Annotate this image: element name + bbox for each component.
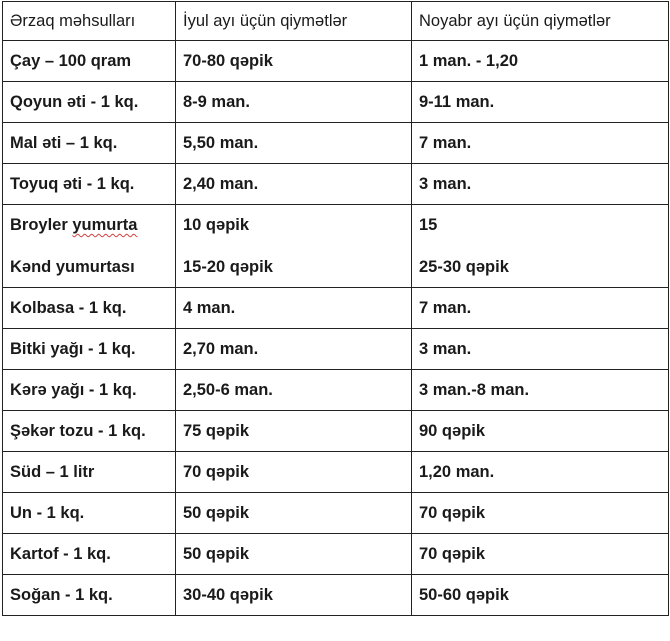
july-price-cell-text: 5,50 man. bbox=[183, 134, 259, 152]
product-cell bbox=[3, 575, 176, 616]
table-row bbox=[3, 452, 669, 493]
product-cell-text: Toyuq əti - 1 kq. bbox=[10, 175, 135, 193]
header-cell-product: Ərzaq məhsulları bbox=[3, 2, 176, 41]
july-price-cell-text: 2,40 man. bbox=[183, 175, 259, 193]
product-cell bbox=[3, 164, 176, 205]
november-price-cell-text: 3 man. bbox=[419, 340, 472, 358]
july-price-cell bbox=[176, 41, 412, 82]
product-cell bbox=[3, 82, 176, 123]
july-price-cell bbox=[176, 164, 412, 205]
november-price-cell bbox=[412, 205, 669, 288]
november-price-cell-text: 70 qəpik bbox=[419, 545, 486, 563]
product-cell-text: Kərə yağı - 1 kq. bbox=[10, 381, 137, 399]
november-price-cell bbox=[412, 123, 669, 164]
november-price-cell-text: 3 man. bbox=[419, 175, 472, 193]
product-cell-text: Şəkər tozu - 1 kq. bbox=[10, 422, 146, 440]
product-cell-text: Süd – 1 litr bbox=[10, 463, 95, 481]
july-price-cell bbox=[176, 329, 412, 370]
product-cell-text: Kolbasa - 1 kq. bbox=[10, 299, 127, 317]
november-price-cell bbox=[412, 164, 669, 205]
table-row bbox=[3, 123, 669, 164]
july-price-cell-text: 10 qəpik bbox=[183, 216, 250, 234]
july-price-cell-text: 75 qəpik bbox=[183, 422, 250, 440]
spellcheck-underline: yumurta bbox=[72, 216, 138, 234]
july-price-cell-text: 50 qəpik bbox=[183, 545, 250, 563]
november-price-cell bbox=[412, 452, 669, 493]
product-cell bbox=[3, 329, 176, 370]
product-cell bbox=[3, 452, 176, 493]
product-cell bbox=[3, 123, 176, 164]
table-row bbox=[3, 575, 669, 616]
november-price-cell-text: 3 man.-8 man. bbox=[419, 381, 530, 399]
november-price-cell-text: 1 man. - 1,20 bbox=[419, 52, 519, 70]
november-price-cell-text: 70 qəpik bbox=[419, 504, 486, 522]
july-price-cell bbox=[176, 411, 412, 452]
price-table bbox=[2, 1, 669, 616]
july-price-cell bbox=[176, 370, 412, 411]
july-price-cell-text: 70-80 qəpik bbox=[183, 52, 273, 70]
product-cell bbox=[3, 411, 176, 452]
july-price-cell bbox=[176, 288, 412, 329]
table-row bbox=[3, 164, 669, 205]
november-price-cell bbox=[412, 329, 669, 370]
july-price-cell bbox=[176, 82, 412, 123]
november-price-cell bbox=[412, 82, 669, 123]
header-cell-july: İyul ayı üçün qiymətlər bbox=[176, 2, 412, 41]
table-row bbox=[3, 288, 669, 329]
product-cell bbox=[3, 205, 176, 288]
product-cell-text: Soğan - 1 kq. bbox=[10, 586, 113, 604]
product-cell-text: Un - 1 kq. bbox=[10, 504, 85, 522]
product-cell bbox=[3, 370, 176, 411]
july-price-cell bbox=[176, 123, 412, 164]
july-price-cell bbox=[176, 534, 412, 575]
table-row bbox=[3, 329, 669, 370]
november-price-cell bbox=[412, 534, 669, 575]
july-price-cell-text: 50 qəpik bbox=[183, 504, 250, 522]
july-price-cell bbox=[176, 493, 412, 534]
november-price-cell bbox=[412, 575, 669, 616]
product-cell-text: Kartof - 1 kq. bbox=[10, 545, 111, 563]
table-row bbox=[3, 534, 669, 575]
table-row bbox=[3, 205, 669, 288]
november-price-cell bbox=[412, 493, 669, 534]
november-price-cell-text: 15 bbox=[419, 216, 438, 234]
july-price-cell-text: 2,70 man. bbox=[183, 340, 259, 358]
price-table-body bbox=[3, 2, 669, 616]
july-price-cell bbox=[176, 452, 412, 493]
july-price-cell bbox=[176, 205, 412, 288]
table-header-row bbox=[3, 2, 669, 41]
product-cell-text: Qoyun əti - 1 kq. bbox=[10, 93, 139, 111]
november-price-cell bbox=[412, 370, 669, 411]
product-cell-text: Mal əti – 1 kq. bbox=[10, 134, 118, 152]
july-price-cell-text: 2,50-6 man. bbox=[183, 381, 273, 399]
july-price-cell-text: 70 qəpik bbox=[183, 463, 250, 481]
november-price-cell-text: 50-60 qəpik bbox=[419, 586, 509, 604]
november-price-cell bbox=[412, 41, 669, 82]
table-row bbox=[3, 41, 669, 82]
product-cell-text: Kənd yumurtası bbox=[10, 258, 135, 276]
product-cell-text: Bitki yağı - 1 kq. bbox=[10, 340, 136, 358]
table-row bbox=[3, 82, 669, 123]
product-cell bbox=[3, 534, 176, 575]
table-row bbox=[3, 493, 669, 534]
november-price-cell bbox=[412, 411, 669, 452]
july-price-cell-text: 15-20 qəpik bbox=[183, 258, 273, 276]
product-cell bbox=[3, 288, 176, 329]
product-cell-text: Çay – 100 qram bbox=[10, 52, 132, 70]
november-price-cell-text: 7 man. bbox=[419, 299, 472, 317]
november-price-cell-text: 90 qəpik bbox=[419, 422, 486, 440]
product-cell-text: Broyler yumurta bbox=[10, 216, 138, 234]
november-price-cell-text: 7 man. bbox=[419, 134, 472, 152]
product-cell bbox=[3, 493, 176, 534]
july-price-cell-text: 8-9 man. bbox=[183, 93, 250, 111]
table-row bbox=[3, 370, 669, 411]
product-cell bbox=[3, 41, 176, 82]
november-price-cell-text: 25-30 qəpik bbox=[419, 258, 509, 276]
november-price-cell-text: 1,20 man. bbox=[419, 463, 495, 481]
july-price-cell-text: 4 man. bbox=[183, 299, 236, 317]
july-price-cell-text: 30-40 qəpik bbox=[183, 586, 273, 604]
header-cell-november: Noyabr ayı üçün qiymətlər bbox=[412, 2, 669, 41]
july-price-cell bbox=[176, 575, 412, 616]
november-price-cell-text: 9-11 man. bbox=[419, 93, 495, 111]
november-price-cell bbox=[412, 288, 669, 329]
table-row bbox=[3, 411, 669, 452]
